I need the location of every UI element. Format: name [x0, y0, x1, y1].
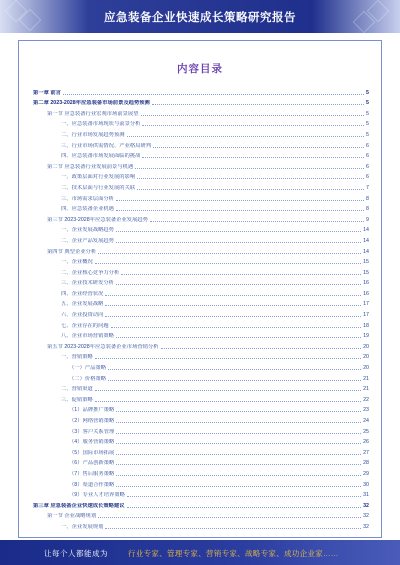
toc-leader-dots [116, 454, 361, 455]
toc-entry-text: （一）产品策略 [69, 365, 107, 372]
footer-tagline: 行业专家、管理专家、营销专家、战略专家、成功企业家…… [128, 549, 339, 558]
toc-entry[interactable] [33, 498, 369, 509]
toc-leader-dots [116, 242, 361, 243]
toc-leader-dots [135, 168, 364, 169]
toc-entry-text: 一、企业发展规划 [61, 523, 104, 530]
toc-page-number: 15 [363, 259, 369, 266]
toc-page-number: 5 [366, 110, 369, 117]
toc-entry[interactable] [33, 435, 369, 446]
toc-entry[interactable] [33, 138, 369, 149]
toc-leader-dots [98, 517, 361, 518]
toc-page-number: 24 [363, 418, 369, 424]
toc-entry[interactable] [33, 276, 369, 287]
toc-entry[interactable] [33, 255, 369, 266]
toc-leader-dots [108, 369, 361, 370]
toc-entry[interactable] [33, 456, 369, 467]
toc-entry[interactable] [33, 265, 369, 276]
toc-leader-dots [63, 94, 364, 95]
toc-page-number: 5 [366, 131, 369, 138]
toc-leader-dots [116, 284, 361, 285]
toc-leader-dots [116, 210, 364, 211]
toc-entry[interactable] [33, 127, 369, 138]
toc-list [33, 85, 369, 530]
toc-entry[interactable] [33, 382, 369, 393]
toc-leader-dots [105, 295, 361, 296]
toc-leader-dots [105, 528, 361, 529]
toc-page-number: 16 [363, 290, 369, 297]
toc-entry[interactable] [33, 96, 369, 107]
toc-leader-dots [98, 253, 361, 254]
toc-entry[interactable] [33, 488, 369, 499]
toc-entry[interactable] [33, 318, 369, 329]
toc-entry-text: （二）价格策略 [69, 375, 107, 382]
toc-page-number: 15 [363, 269, 369, 276]
toc-entry-text: 三、行业市场供需情况、产业格局研判 [61, 142, 152, 149]
toc-entry-text: 二、营销渠道 [61, 386, 93, 393]
toc-entry[interactable] [33, 244, 369, 255]
toc-entry[interactable] [33, 445, 369, 456]
header-banner [0, 0, 400, 33]
toc-entry-text: （4）服务营销策略 [69, 439, 115, 446]
toc-entry[interactable] [33, 149, 369, 160]
toc-entry-text: 第三节 2023-2028年应急装备企业发展趋势 [47, 216, 148, 223]
toc-page-number: 20 [363, 343, 369, 350]
toc-leader-dots [127, 507, 362, 508]
toc-leader-dots [142, 157, 364, 158]
toc-page-number: 20 [363, 354, 369, 361]
toc-page-number: 5 [366, 89, 369, 96]
toc-entry-text: （7）售后服务策略 [69, 470, 115, 477]
toc-entry-text: 第二章 2023-2028年应急装备市场前景及趋势预测 [33, 100, 150, 107]
toc-entry-text: （5）国际市场拓展 [69, 449, 115, 456]
report-title: 应急装备企业快速成长策略研究报告 [104, 12, 296, 24]
toc-leader-dots [116, 411, 361, 412]
toc-leader-dots [137, 178, 364, 179]
toc-leader-dots [137, 189, 364, 190]
toc-entry-text: 第四节 典型企业分析 [47, 248, 97, 255]
toc-entry[interactable] [33, 233, 369, 244]
toc-leader-dots [116, 200, 364, 201]
toc-page-number: 14 [363, 237, 369, 244]
toc-page-number: 31 [363, 492, 369, 499]
toc-entry-text: 第二节 应急装备行业发展前景与机遇 [47, 163, 134, 170]
toc-page-number: 17 [363, 312, 369, 319]
toc-entry-text: 四、应急装备市场发展面临的挑战 [61, 153, 141, 160]
toc-page-number: 27 [363, 449, 369, 456]
toc-entry-text: 二、企业核心竞争力分析 [61, 269, 120, 276]
toc-page-number: 20 [363, 365, 369, 372]
toc-page-number: 17 [363, 301, 369, 308]
toc-entry-text: 一、应急装备市场现状与前景分析 [61, 121, 141, 128]
toc-leader-dots [105, 316, 361, 317]
toc-entry-text: 一、企业发展战略趋势 [61, 227, 114, 234]
toc-entry-text: 二、技术层面与行业发展的关联 [61, 184, 136, 191]
toc-page-number: 5 [366, 100, 369, 107]
toc-entry-text: 六、企业投资动向 [61, 312, 104, 319]
toc-leader-dots [116, 486, 361, 487]
toc-entry-text: 第三章 应急装备企业快速成长策略建议 [33, 502, 125, 509]
toc-leader-dots [142, 125, 364, 126]
toc-leader-dots [152, 104, 364, 105]
toc-page-number: 14 [363, 227, 369, 234]
toc-entry-text: 第一节 应急装备行业宏观市场前景展望 [47, 110, 139, 117]
toc-entry[interactable] [33, 191, 369, 202]
toc-entry-text: 三、市场需求层面分析 [61, 195, 114, 202]
toc-page-number: 7 [366, 184, 369, 191]
toc-page-number: 6 [366, 153, 369, 160]
toc-entry[interactable] [33, 413, 369, 424]
toc-page-number: 21 [363, 375, 369, 382]
toc-leader-dots [116, 433, 361, 434]
toc-page-number: 6 [366, 174, 369, 181]
toc-entry-text: 第一章 前言 [33, 89, 61, 96]
toc-page-number: 8 [366, 206, 369, 213]
toc-entry-text: （6）产品创新策略 [69, 460, 115, 467]
toc-entry[interactable] [33, 350, 369, 361]
toc-entry-text: 第一节 企业战略规划 [47, 513, 97, 520]
toc-leader-dots [161, 348, 362, 349]
toc-leader-dots [95, 390, 361, 391]
toc-panel [18, 40, 382, 538]
toc-page-number: 8 [366, 195, 369, 202]
toc-entry[interactable] [33, 509, 369, 520]
toc-page-number: 30 [363, 481, 369, 488]
toc-entry[interactable] [33, 360, 369, 371]
toc-leader-dots [105, 305, 361, 306]
toc-entry[interactable] [33, 519, 369, 530]
toc-leader-dots [95, 263, 361, 264]
toc-entry[interactable] [33, 106, 369, 117]
toc-page-number: 14 [363, 248, 369, 255]
toc-leader-dots [127, 496, 361, 497]
toc-leader-dots [116, 443, 361, 444]
toc-page-number: 18 [363, 322, 369, 329]
toc-leader-dots [116, 422, 361, 423]
toc-leader-dots [116, 475, 361, 476]
toc-leader-dots [121, 274, 361, 275]
toc-entry[interactable] [33, 180, 369, 191]
toc-entry-text: 三、企业技术研发分析 [61, 280, 114, 287]
toc-entry-text: 七、企业存在的问题 [61, 322, 109, 329]
toc-leader-dots [116, 231, 361, 232]
toc-entry-text: 四、应急装备企业机遇 [61, 206, 114, 213]
toc-entry[interactable] [33, 286, 369, 297]
toc-entry[interactable] [33, 307, 369, 318]
toc-entry[interactable] [33, 371, 369, 382]
toc-entry-text: 五、企业发展战略 [61, 301, 104, 308]
toc-entry[interactable] [33, 202, 369, 213]
toc-entry[interactable] [33, 170, 369, 181]
toc-page-number: 25 [363, 428, 369, 435]
toc-entry-text: （3）客户关系管理 [69, 428, 115, 435]
toc-leader-dots [116, 464, 361, 465]
toc-entry[interactable] [33, 466, 369, 477]
toc-leader-dots [150, 221, 364, 222]
toc-page-number: 19 [363, 333, 369, 340]
toc-leader-dots [141, 115, 365, 116]
toc-page-number: 32 [363, 523, 369, 530]
toc-entry[interactable] [33, 212, 369, 223]
toc-page-number: 29 [363, 470, 369, 477]
toc-entry-text: （1）品牌推广策略 [69, 407, 115, 414]
toc-leader-dots [116, 337, 361, 338]
toc-entry-text: 四、企业经营状况 [61, 290, 104, 297]
toc-page-number: 32 [363, 513, 369, 520]
toc-page-number: 23 [363, 407, 369, 414]
toc-entry[interactable] [33, 403, 369, 414]
toc-page-number: 5 [366, 121, 369, 128]
toc-leader-dots [95, 401, 361, 402]
toc-entry-text: 一、政策层面对行业发展的影响 [61, 174, 136, 181]
toc-entry-text: 三、促销策略 [61, 396, 93, 403]
toc-page-number: 6 [366, 163, 369, 170]
toc-entry[interactable] [33, 85, 369, 96]
toc-leader-dots [111, 327, 361, 328]
toc-entry[interactable] [33, 424, 369, 435]
toc-page-number: 6 [366, 142, 369, 149]
toc-entry-text: 第五节 2023-2028年应急装备企业市场营销分析 [47, 343, 159, 350]
toc-page-number: 22 [363, 396, 369, 403]
toc-entry-text: 二、企业产品发展趋势 [61, 237, 114, 244]
toc-leader-dots [127, 136, 364, 137]
toc-leader-dots [153, 147, 364, 148]
toc-entry[interactable] [33, 297, 369, 308]
toc-entry-text: （2）网络营销策略 [69, 418, 115, 424]
toc-page-number: 9 [366, 216, 369, 223]
toc-entry-text: 二、行业市场发展趋势预测 [61, 131, 125, 138]
toc-entry-text: 一、营销策略 [61, 354, 93, 361]
toc-entry[interactable] [33, 223, 369, 234]
toc-entry[interactable] [33, 159, 369, 170]
toc-entry[interactable] [33, 117, 369, 128]
footer-banner [0, 540, 400, 565]
toc-entry-text: （8）渠道合作策略 [69, 481, 115, 488]
footer-slogan: 让每个人都能成为 [44, 549, 108, 558]
toc-entry[interactable] [33, 339, 369, 350]
toc-entry-text: （9）专业人才培养策略 [69, 492, 125, 499]
toc-leader-dots [108, 380, 361, 381]
toc-entry[interactable] [33, 392, 369, 403]
toc-page-number: 32 [363, 502, 369, 509]
toc-heading: 内容目录 [177, 63, 223, 75]
toc-entry[interactable] [33, 477, 369, 488]
toc-page-number: 16 [363, 280, 369, 287]
toc-page-number: 28 [363, 460, 369, 467]
toc-entry-text: 一、企业概况 [61, 259, 93, 266]
toc-entry[interactable] [33, 329, 369, 340]
toc-entry-text: 八、企业市场营销策略 [61, 333, 114, 340]
toc-page-number: 21 [363, 386, 369, 393]
toc-leader-dots [95, 358, 361, 359]
toc-page-number: 26 [363, 439, 369, 446]
